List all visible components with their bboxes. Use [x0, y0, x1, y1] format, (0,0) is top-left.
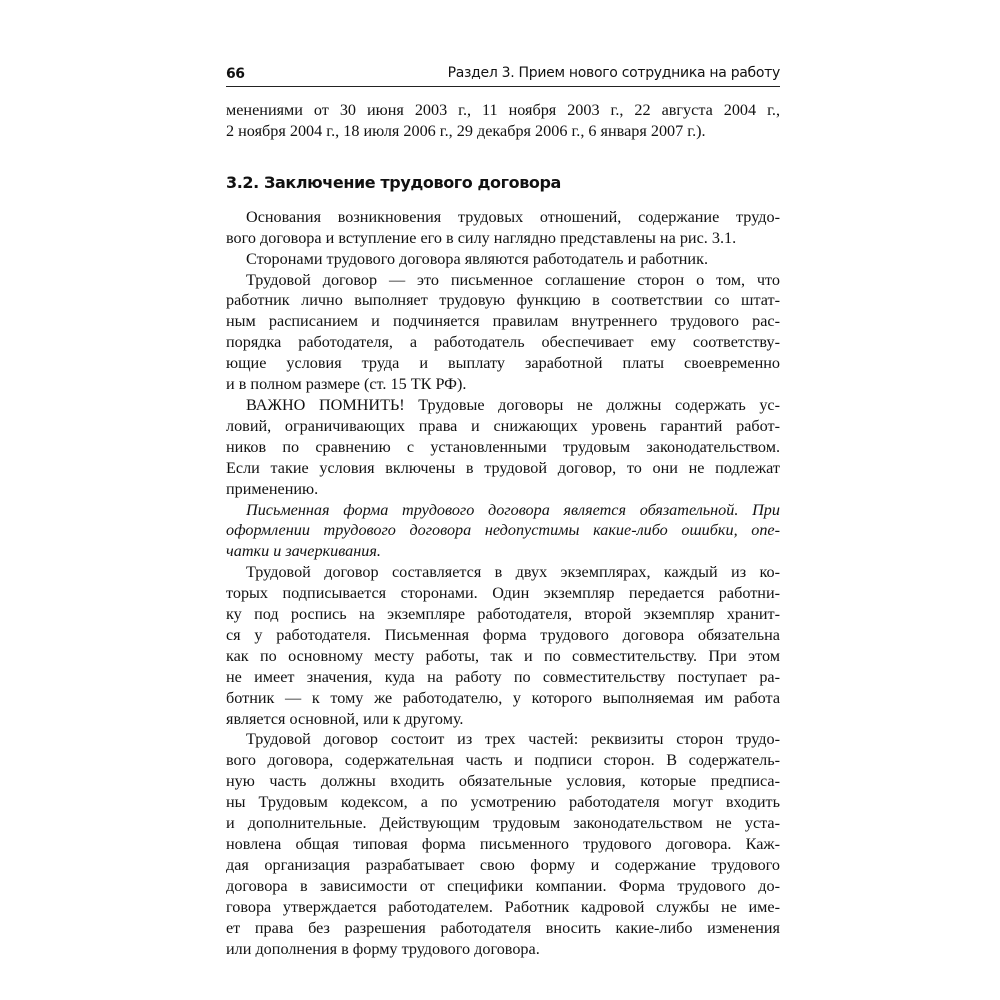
text-line: и в полном размере (ст. 15 ТК РФ). — [226, 375, 467, 394]
running-title: Раздел 3. Прием нового сотрудника на работу — [447, 65, 780, 81]
text-line: ет права без разрешения работодателя вносить какие-либо изменения — [226, 918, 780, 937]
text-line: Трудовой договор состоит из трех частей: реквизиты сторон трудо- — [246, 730, 780, 749]
text-line: Трудовой договор — это письменное соглашение сторон о том, что — [246, 270, 780, 289]
text-line: и дополнительные. Действующим трудовым законодательством не уста- — [226, 814, 780, 833]
text-line: ников по сравнению с установленными трудовым законодательством. — [226, 437, 780, 456]
page-number: 66 — [226, 66, 245, 82]
text-line: вого договора и вступление его в силу наглядно представлены на рис. 3.1. — [226, 228, 737, 247]
paragraph-copies — [226, 562, 780, 729]
text-line: Сторонами трудового договора являются работодатель и работник. — [246, 249, 708, 268]
text-line: ловий, ограничивающих права и снижающих уровень гарантий работ- — [226, 416, 780, 435]
text-line: Если такие условия включены в трудовой договор, то они не подлежат — [226, 458, 780, 477]
text-line: ющие условия труда и выплату заработной платы своевременно — [226, 354, 780, 373]
text-line: оформлении трудового договора недопустимы какие-либо ошибки, опе- — [226, 521, 780, 540]
text-line: дая организация разрабатывает свою форму и содержание трудового — [226, 855, 780, 874]
text-line: применению. — [226, 479, 319, 498]
text-line: ботник — к тому же работодателю, у которого выполняемая им работа — [226, 688, 780, 707]
text-line: ся у работодателя. Письменная форма трудового договора обязательна — [226, 625, 780, 644]
text-line: работник лично выполняет трудовую функцию в соответствии со штат- — [226, 291, 780, 310]
text-line: 2 ноября 2004 г., 18 июля 2006 г., 29 декабря 2006 г., 6 января 2007 г.). — [226, 121, 706, 140]
text-line: Трудовой договор составляется в двух экземплярах, каждый из ко- — [246, 563, 780, 582]
paragraph-parties — [226, 249, 780, 270]
text-line: ным расписанием и подчиняется правилам внутреннего трудового рас- — [226, 312, 780, 331]
text-line: новлена общая типовая форма письменного трудового договора. Каж- — [226, 835, 780, 853]
text-line: вого договора, содержательная часть и подписи сторон. В содержатель- — [226, 751, 780, 770]
text-line: говора утверждается работодателем. Работник кадровой службы не име- — [226, 897, 780, 916]
text-line: торых подписывается сторонами. Один экземпляр передается работни- — [226, 584, 780, 603]
paragraph-written-form-italic — [226, 500, 780, 563]
text-line: ку под роспись на экземпляре работодателя, второй экземпляр хранит- — [226, 605, 780, 624]
text-line: ВАЖНО ПОМНИТЬ! Трудовые договоры не должны содержать ус- — [246, 395, 780, 414]
paragraph-grounds — [226, 207, 780, 249]
text-line: ны Трудовым кодексом, а по усмотрению работодателя могут входить — [226, 793, 780, 812]
text-line: Письменная форма трудового договора является обязательной. При — [246, 500, 780, 519]
text-line: или дополнения в форму трудового договора. — [226, 939, 540, 958]
paragraph-important-note — [226, 395, 780, 500]
text-line: договора в зависимости от специфики компании. Форма трудового до- — [226, 876, 780, 895]
text-line: не имеет значения, куда на работу по совместительству поступает ра- — [226, 667, 780, 686]
text-line: менениями от 30 июня 2003 г., 11 ноября 2003 г., 22 августа 2004 г., — [226, 101, 780, 119]
text-line: как по основному месту работы, так и по совместительству. При этом — [226, 646, 780, 665]
paragraph-structure — [226, 729, 780, 959]
text-line: является основной, или к другому. — [226, 709, 464, 728]
text-line: порядка работодателя, а работодатель обеспечивает ему соответству- — [226, 333, 780, 352]
paragraph-definition — [226, 270, 780, 395]
intro-paragraph — [226, 100, 780, 142]
text-line: чатки и зачеркивания. — [226, 542, 381, 561]
text-line: ную часть должны входить обязательные условия, которые предписа- — [226, 772, 780, 791]
section-heading: 3.2. Заключение трудового договора — [226, 172, 561, 192]
page-header — [226, 64, 780, 87]
text-line: Основания возникновения трудовых отношений, содержание трудо- — [246, 207, 780, 226]
page-body — [226, 100, 780, 959]
